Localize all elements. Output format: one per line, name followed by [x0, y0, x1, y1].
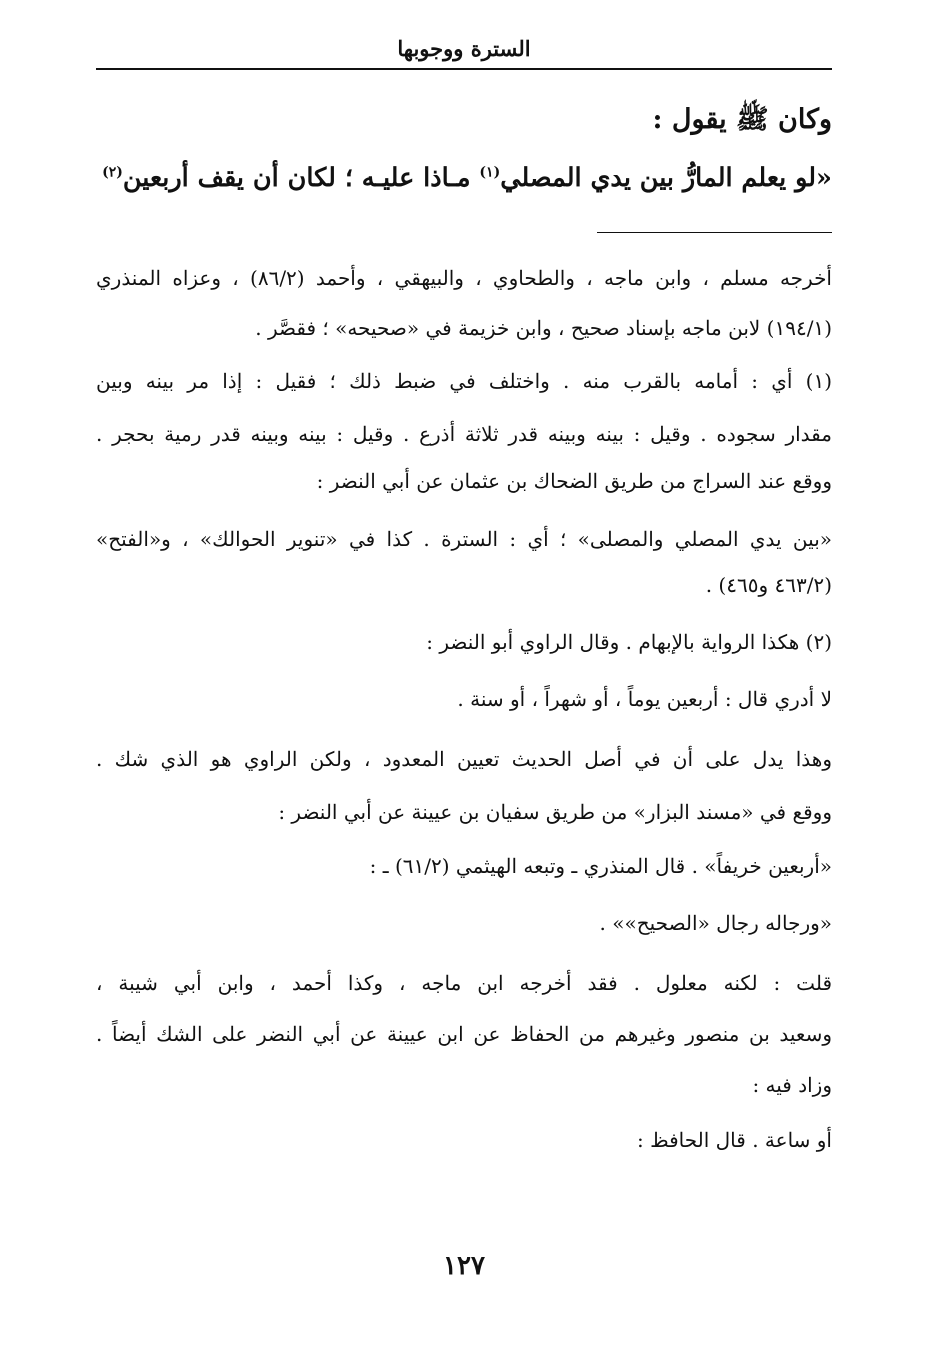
takhrij-line-2: (١٩٤/١) لابن ماجه بإسناد صحيح ، وابن خزيمة في «صحيحه» ؛ فقصَّر . — [255, 316, 832, 340]
footnote-2-line-4: ووقع في «مسند البزار» من طريق سفيان بن عيينة عن أبي النضر : — [278, 800, 832, 824]
running-header-title: السترة ووجوبها — [397, 36, 531, 61]
footnote-2-last-line: أو ساعة . قال الحافظ : — [637, 1128, 832, 1152]
footnote-2-quote-3: «ورجاله رجال «الصحيح»» . — [599, 911, 832, 935]
footnote-1-line-1: (١) أي : أمامه بالقرب منه . واختلف في ضبط ذلك ؛ فقيل : إذا مر بينه وبين — [96, 369, 832, 393]
header-rule — [96, 68, 832, 70]
hadith-part-2: مـاذا عليـه ؛ لكان أن يقف أربعين — [122, 163, 480, 193]
footnote-1-quote-line-1: «بين يدي المصلي والمصلى» ؛ أي : السترة . كذا في «تنوير الحوالك» ، و«الفتح» — [96, 527, 832, 551]
footnote-2-line-3: وهذا يدل على أن في أصل الحديث تعيين المعدود ، ولكن الراوي هو الذي شك . — [96, 747, 832, 771]
footnote-2-qult-line-2: وسعيد بن منصور وغيرهم من الحفاظ عن ابن عيينة عن أبي النضر على الشك أيضاً . — [96, 1022, 832, 1046]
takhrij-line-1: أخرجه مسلم ، وابن ماجه ، والطحاوي ، والبيهقي ، وأحمد (٨٦/٢) ، وعزاه المنذري — [96, 266, 832, 290]
footnote-2-qult-line-1: قلت : لكنه معلول . فقد أخرجه ابن ماجه ، وكذا أحمد ، وابن أبي شيبة ، — [96, 971, 832, 995]
footnote-1-line-2: مقدار سجوده . وقيل : بينه وبينه قدر ثلاثة أذرع . وقيل : بينه وبينه قدر رمية بحجر . — [96, 422, 832, 446]
page-number: ١٢٧ — [443, 1251, 485, 1281]
hadith-part-1: «لو يعلم المارُّ بين يدي المصلي — [500, 163, 832, 193]
footnote-1-line-3: ووقع عند السراج من طريق الضحاك بن عثمان عن أبي النضر : — [316, 469, 832, 493]
footnote-marker-1: (١) — [479, 164, 501, 181]
footnote-1-quote-line-2: (٤٦٣/٢ و٤٦٥) . — [705, 573, 832, 597]
hadith-text — [96, 158, 832, 198]
footnote-2-quote: لا أدري قال : أربعين يوماً ، أو شهراً ، أو سنة . — [457, 687, 832, 711]
footnote-2-quote-2: «أربعين خريفاً» . قال المنذري ـ وتبعه الهيثمي (٦١/٢) ـ : — [369, 854, 832, 878]
footnote-2-qult-line-3: وزاد فيه : — [752, 1073, 832, 1097]
main-intro: وكان ﷺ يقول : — [652, 104, 832, 135]
footnote-2-line-1: (٢) هكذا الرواية بالإبهام . وقال الراوي أبو النضر : — [426, 630, 832, 654]
footnote-marker-2: (٢) — [102, 164, 123, 181]
footnote-rule — [597, 232, 832, 233]
